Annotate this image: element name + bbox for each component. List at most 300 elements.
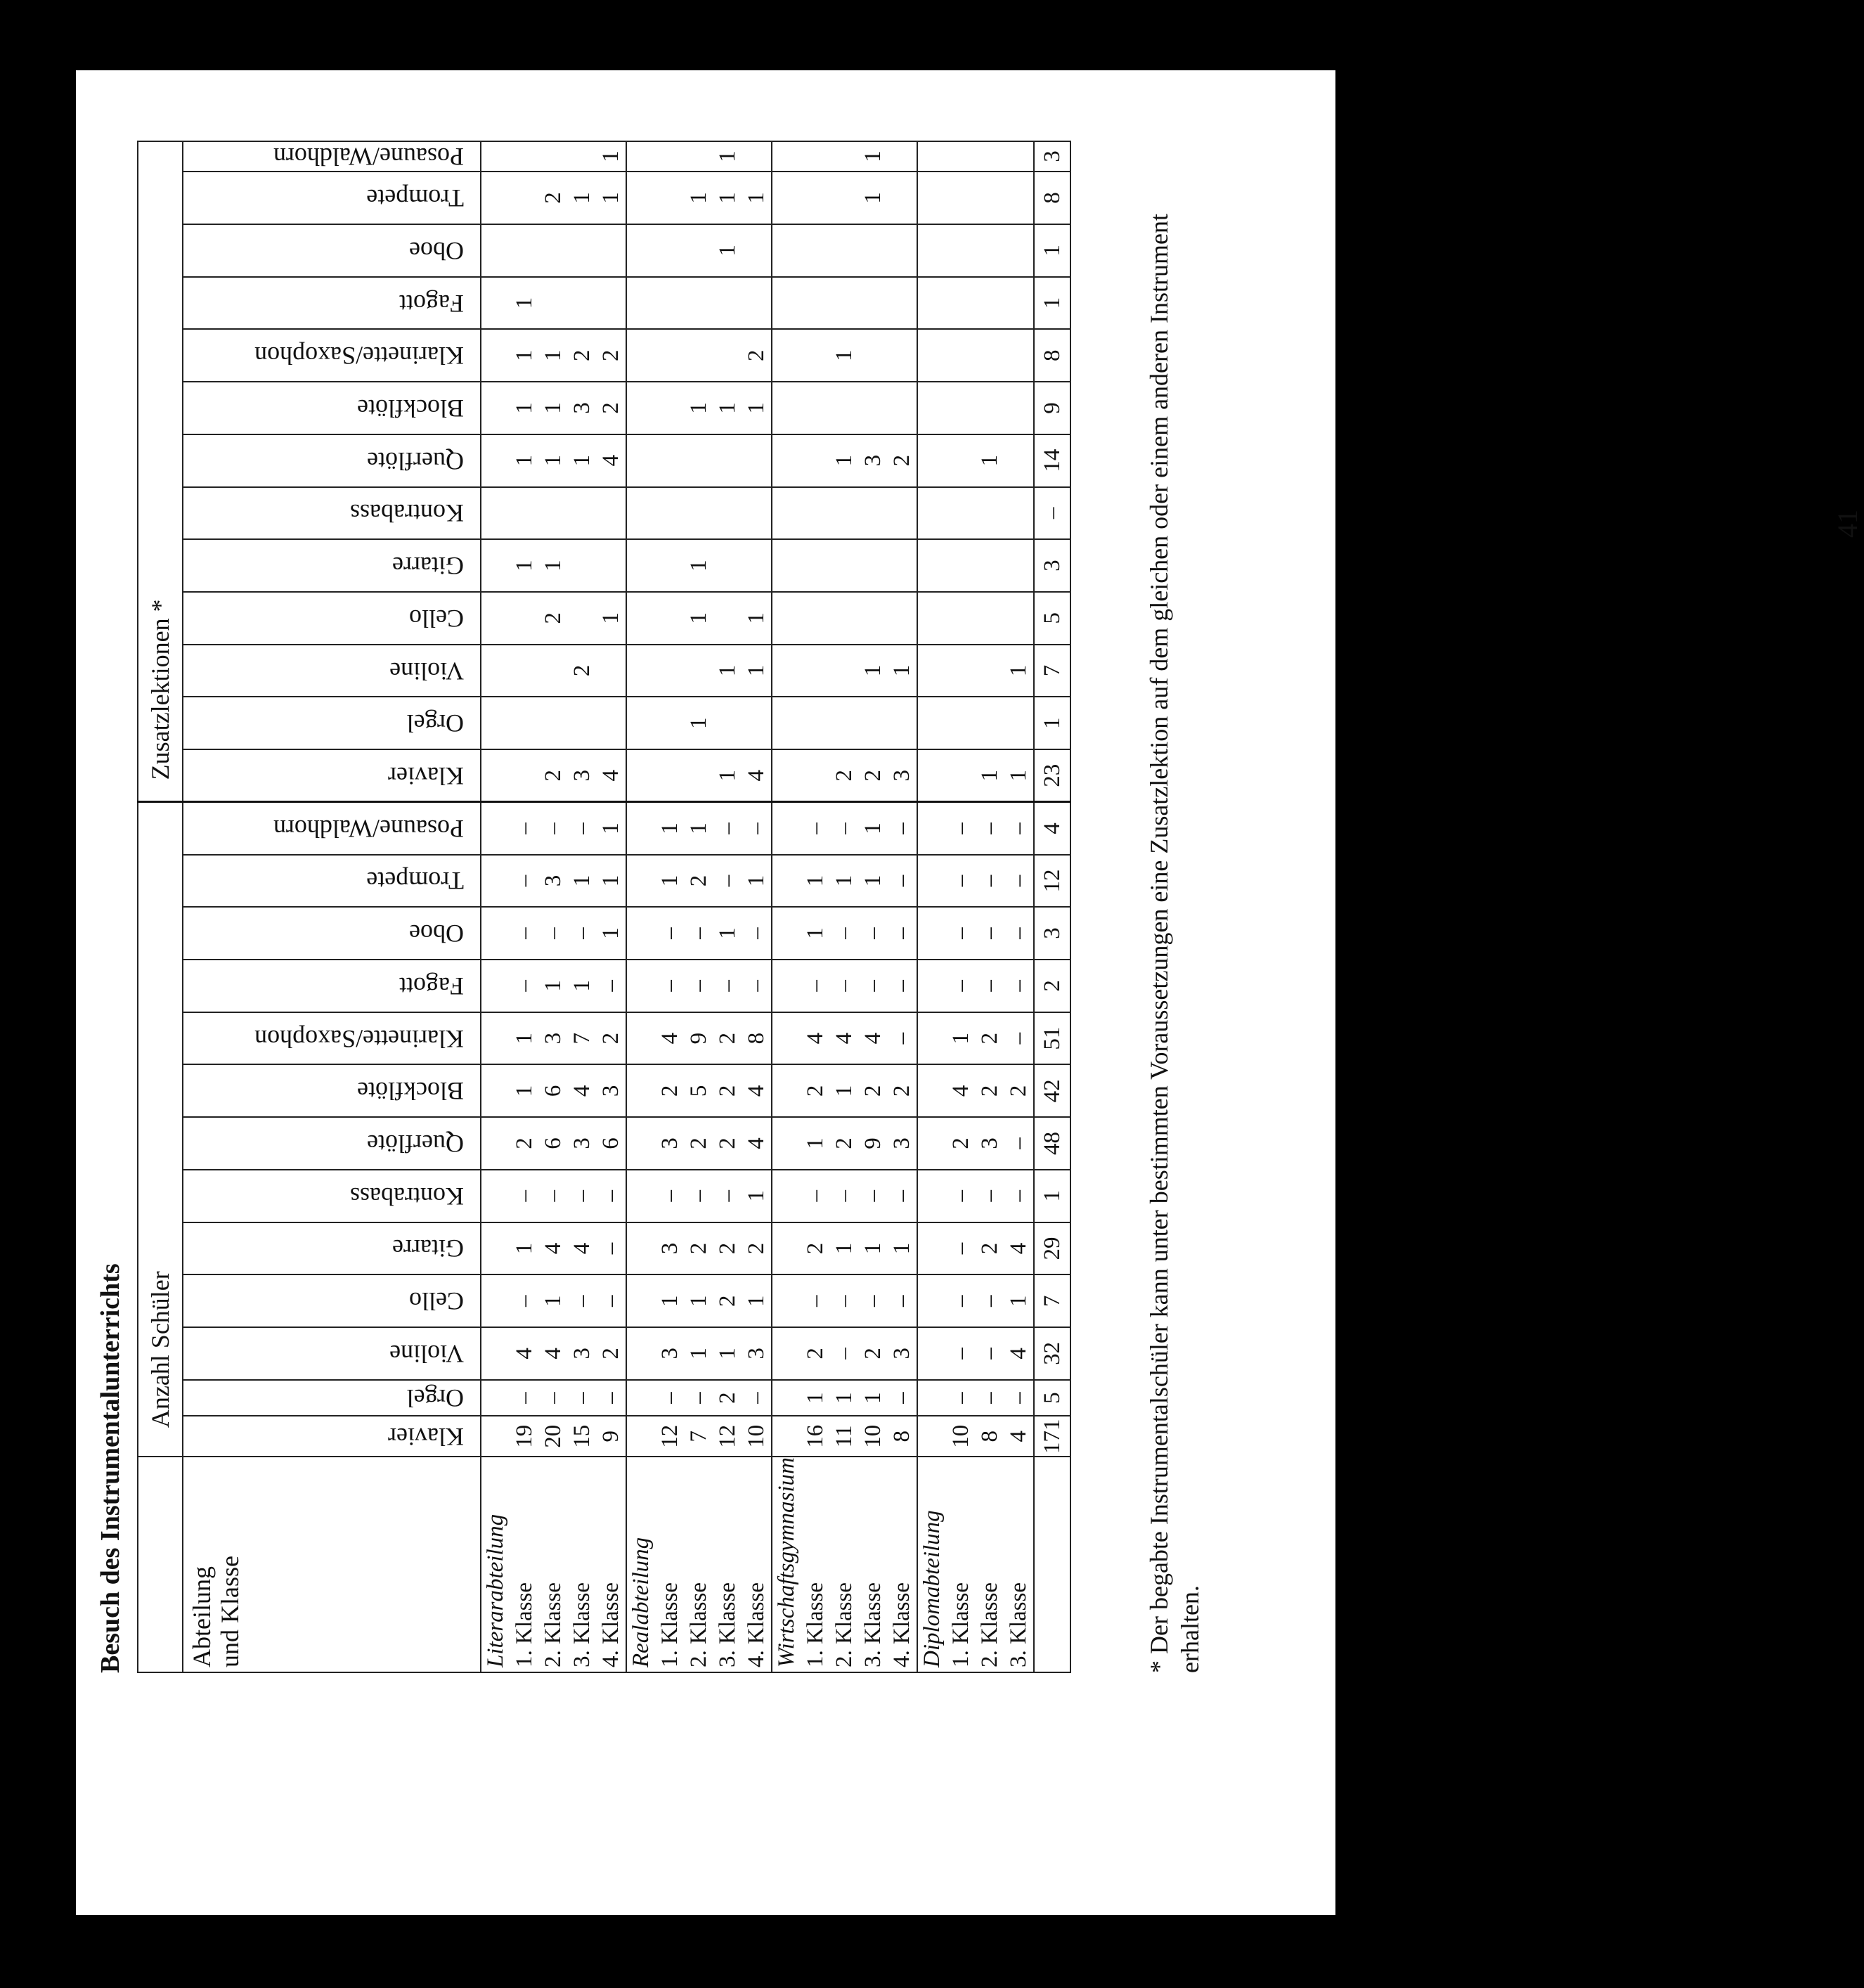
student-count-cell: – bbox=[656, 1170, 685, 1222]
empty-cell bbox=[626, 802, 656, 855]
class-label: 2. Klasse bbox=[685, 1457, 713, 1672]
student-count-cell: – bbox=[597, 1274, 626, 1327]
student-count-cell: – bbox=[1004, 907, 1034, 960]
extra-lesson-cell: 1 bbox=[713, 224, 742, 277]
extra-lesson-cell: 1 bbox=[713, 382, 742, 434]
extra-lesson-cell bbox=[510, 487, 539, 540]
extra-lesson-cell bbox=[947, 592, 976, 645]
empty-cell bbox=[772, 539, 801, 592]
student-count-cell: – bbox=[713, 855, 742, 908]
rotated-page-content bbox=[95, 141, 1863, 1673]
student-count-cell: – bbox=[713, 1170, 742, 1222]
extra-lesson-cell bbox=[830, 645, 859, 697]
instrument-header: Klarinette/Saxophon bbox=[183, 329, 481, 382]
extra-lesson-cell: 4 bbox=[597, 749, 626, 802]
extra-lesson-cell bbox=[685, 224, 713, 277]
empty-cell bbox=[481, 855, 510, 908]
empty-cell bbox=[626, 907, 656, 960]
department-name: Realabteilung bbox=[626, 1457, 656, 1672]
student-count-cell: 2 bbox=[742, 1222, 772, 1275]
student-count-cell: – bbox=[801, 1170, 830, 1222]
extra-lesson-cell bbox=[830, 172, 859, 224]
empty-cell bbox=[772, 172, 801, 224]
extra-lesson-cell bbox=[859, 539, 888, 592]
extra-lesson-cell bbox=[888, 141, 917, 172]
extra-lesson-cell bbox=[685, 645, 713, 697]
extra-lesson-cell bbox=[1004, 382, 1034, 434]
class-label: 1. Klasse bbox=[510, 1457, 539, 1672]
empty-cell bbox=[481, 697, 510, 749]
instrument-header: Klarinette/Saxophon bbox=[183, 1012, 481, 1065]
extra-lesson-cell bbox=[656, 224, 685, 277]
empty-cell bbox=[772, 697, 801, 749]
department-row bbox=[917, 141, 947, 1672]
department-row bbox=[626, 141, 656, 1672]
extra-lesson-cell bbox=[568, 539, 597, 592]
student-count-cell: 4 bbox=[1004, 1327, 1034, 1380]
student-count-cell: – bbox=[976, 1327, 1004, 1380]
extra-lesson-cell bbox=[568, 697, 597, 749]
empty-cell bbox=[772, 1117, 801, 1170]
empty-cell bbox=[772, 434, 801, 487]
total-student-cell: 3 bbox=[1034, 907, 1070, 960]
extra-lesson-cell: 2 bbox=[859, 749, 888, 802]
instrument-header: Fagott bbox=[183, 277, 481, 330]
student-count-cell: 1 bbox=[830, 1380, 859, 1416]
extra-lesson-cell: 3 bbox=[568, 382, 597, 434]
extra-lesson-cell bbox=[976, 539, 1004, 592]
empty-cell bbox=[917, 382, 947, 434]
extra-lesson-cell bbox=[801, 277, 830, 330]
empty-cell bbox=[917, 487, 947, 540]
extra-lesson-cell bbox=[539, 141, 568, 172]
empty-cell bbox=[917, 141, 947, 172]
student-count-cell: – bbox=[888, 855, 917, 908]
extra-lesson-cell bbox=[510, 224, 539, 277]
extra-lesson-cell bbox=[742, 277, 772, 330]
empty-cell bbox=[772, 855, 801, 908]
extra-lesson-cell: 3 bbox=[568, 749, 597, 802]
extra-lesson-cell: 1 bbox=[742, 172, 772, 224]
empty-cell bbox=[772, 592, 801, 645]
empty-cell bbox=[917, 1170, 947, 1222]
table-row bbox=[685, 141, 713, 1672]
extra-lesson-cell bbox=[510, 172, 539, 224]
student-count-cell: – bbox=[1004, 802, 1034, 855]
extra-lesson-cell bbox=[510, 645, 539, 697]
student-count-cell: 4 bbox=[539, 1327, 568, 1380]
instrument-header: Cello bbox=[183, 1274, 481, 1327]
student-count-cell: – bbox=[976, 907, 1004, 960]
student-count-cell: – bbox=[801, 1274, 830, 1327]
student-count-cell: 2 bbox=[713, 1274, 742, 1327]
student-count-cell: 1 bbox=[859, 1380, 888, 1416]
student-count-cell: 1 bbox=[713, 1327, 742, 1380]
extra-lesson-cell bbox=[888, 697, 917, 749]
extra-lesson-cell bbox=[947, 434, 976, 487]
empty-cell bbox=[772, 329, 801, 382]
total-extra-cell: 1 bbox=[1034, 697, 1070, 749]
instrument-header: Cello bbox=[183, 592, 481, 645]
class-label: 3. Klasse bbox=[713, 1457, 742, 1672]
student-count-cell: – bbox=[830, 907, 859, 960]
student-count-cell: – bbox=[976, 1170, 1004, 1222]
empty-cell bbox=[917, 1117, 947, 1170]
extra-lesson-cell bbox=[801, 434, 830, 487]
extra-lesson-cell bbox=[742, 224, 772, 277]
extra-lesson-cell bbox=[801, 697, 830, 749]
total-extra-cell: 8 bbox=[1034, 172, 1070, 224]
student-count-cell: – bbox=[568, 1380, 597, 1416]
instrument-header: Querflöte bbox=[183, 434, 481, 487]
extra-lesson-cell: 1 bbox=[510, 434, 539, 487]
student-count-cell: 1 bbox=[742, 855, 772, 908]
extra-lesson-cell bbox=[597, 277, 626, 330]
extra-lesson-cell bbox=[685, 434, 713, 487]
extra-lesson-cell: 1 bbox=[539, 329, 568, 382]
instrument-header: Querflöte bbox=[183, 1117, 481, 1170]
extra-lesson-cell: 4 bbox=[597, 434, 626, 487]
total-student-cell: 1 bbox=[1034, 1170, 1070, 1222]
extra-lesson-cell bbox=[888, 382, 917, 434]
footnote: * Der begabte Instrumentalschüler kann unter bestimmten Voraussetzungen eine Zusatzlektion auf dem gleichen oder einem anderen Instrument erhalten. bbox=[1145, 214, 1204, 1673]
extra-lesson-cell bbox=[685, 487, 713, 540]
student-count-cell: – bbox=[947, 1380, 976, 1416]
extra-lesson-cell: 1 bbox=[597, 172, 626, 224]
extra-lesson-cell bbox=[656, 645, 685, 697]
instrument-header: Orgel bbox=[183, 697, 481, 749]
empty-cell bbox=[772, 1012, 801, 1065]
extra-lesson-cell bbox=[888, 172, 917, 224]
extra-lesson-cell bbox=[656, 592, 685, 645]
empty-cell bbox=[917, 855, 947, 908]
table-row bbox=[713, 141, 742, 1672]
empty-cell bbox=[917, 907, 947, 960]
student-count-cell: 4 bbox=[568, 1222, 597, 1275]
extra-lesson-cell: 1 bbox=[685, 382, 713, 434]
student-count-cell: 7 bbox=[685, 1416, 713, 1457]
student-count-cell: 10 bbox=[947, 1416, 976, 1457]
instrument-header: Fagott bbox=[183, 960, 481, 1012]
empty-cell bbox=[772, 907, 801, 960]
extra-lesson-cell bbox=[976, 697, 1004, 749]
student-count-cell: – bbox=[510, 1274, 539, 1327]
extra-lesson-cell bbox=[510, 749, 539, 802]
student-count-cell: 10 bbox=[742, 1416, 772, 1457]
empty-cell bbox=[626, 1012, 656, 1065]
total-extra-cell: 9 bbox=[1034, 382, 1070, 434]
student-count-cell: – bbox=[597, 1380, 626, 1416]
empty-cell bbox=[481, 141, 510, 172]
instrument-header: Blockflöte bbox=[183, 382, 481, 434]
extra-lesson-cell: 1 bbox=[742, 645, 772, 697]
empty-cell bbox=[917, 1380, 947, 1416]
extra-lesson-cell bbox=[1004, 329, 1034, 382]
extra-lesson-cell bbox=[656, 697, 685, 749]
extra-lesson-cell bbox=[539, 487, 568, 540]
empty-cell bbox=[481, 1064, 510, 1117]
extra-lesson-cell: 2 bbox=[568, 645, 597, 697]
empty-cell bbox=[626, 224, 656, 277]
student-count-cell: 3 bbox=[568, 1117, 597, 1170]
extra-lesson-cell bbox=[830, 382, 859, 434]
empty-cell bbox=[481, 1222, 510, 1275]
empty-cell bbox=[481, 172, 510, 224]
department-row bbox=[772, 141, 801, 1672]
empty-cell bbox=[772, 960, 801, 1012]
extra-lesson-cell bbox=[1004, 592, 1034, 645]
student-count-cell: – bbox=[685, 1170, 713, 1222]
extra-lesson-cell bbox=[713, 592, 742, 645]
extra-lesson-cell bbox=[947, 277, 976, 330]
empty-cell bbox=[481, 802, 510, 855]
extra-lesson-cell bbox=[656, 434, 685, 487]
extra-lesson-cell bbox=[742, 141, 772, 172]
extra-lesson-cell: 3 bbox=[859, 434, 888, 487]
extra-lesson-cell: 1 bbox=[685, 539, 713, 592]
student-count-cell: 5 bbox=[685, 1064, 713, 1117]
empty-cell bbox=[626, 277, 656, 330]
extra-lesson-cell bbox=[947, 141, 976, 172]
table-row bbox=[539, 141, 568, 1672]
student-count-cell: 12 bbox=[713, 1416, 742, 1457]
extra-lesson-cell: 3 bbox=[888, 749, 917, 802]
student-count-cell: 1 bbox=[859, 1222, 888, 1275]
extra-lesson-cell: 1 bbox=[859, 645, 888, 697]
empty-cell bbox=[481, 382, 510, 434]
student-count-cell: 1 bbox=[568, 960, 597, 1012]
total-extra-cell: 3 bbox=[1034, 539, 1070, 592]
student-count-cell: – bbox=[859, 960, 888, 1012]
empty-cell bbox=[772, 1380, 801, 1416]
student-count-cell: 2 bbox=[685, 1222, 713, 1275]
extra-lesson-cell bbox=[801, 487, 830, 540]
student-count-cell: 4 bbox=[539, 1222, 568, 1275]
totals-label-cell bbox=[1034, 1457, 1070, 1672]
empty-cell bbox=[917, 697, 947, 749]
student-count-cell: – bbox=[568, 1170, 597, 1222]
extra-lesson-cell bbox=[947, 697, 976, 749]
empty-cell bbox=[772, 1064, 801, 1117]
extra-lesson-cell: 1 bbox=[830, 434, 859, 487]
student-count-cell: 1 bbox=[568, 855, 597, 908]
student-count-cell: – bbox=[510, 960, 539, 1012]
class-label: 4. Klasse bbox=[742, 1457, 772, 1672]
extra-lesson-cell bbox=[597, 697, 626, 749]
student-count-cell: 2 bbox=[510, 1117, 539, 1170]
total-extra-cell: 1 bbox=[1034, 277, 1070, 330]
student-count-cell: 3 bbox=[597, 1064, 626, 1117]
student-count-cell: 2 bbox=[597, 1012, 626, 1065]
empty-cell bbox=[917, 1222, 947, 1275]
empty-cell bbox=[772, 382, 801, 434]
extra-lesson-cell bbox=[1004, 224, 1034, 277]
student-count-cell: 4 bbox=[1004, 1222, 1034, 1275]
extra-lesson-cell bbox=[888, 487, 917, 540]
empty-cell bbox=[626, 1416, 656, 1457]
student-count-cell: 15 bbox=[568, 1416, 597, 1457]
student-count-cell: 1 bbox=[801, 855, 830, 908]
empty-cell bbox=[772, 749, 801, 802]
extra-lesson-cell bbox=[597, 539, 626, 592]
instrument-header: Posaune/Waldhorn bbox=[183, 141, 481, 172]
student-count-cell: – bbox=[510, 1170, 539, 1222]
table-row bbox=[976, 141, 1004, 1672]
table-row bbox=[859, 141, 888, 1672]
student-count-cell: 1 bbox=[742, 1274, 772, 1327]
student-count-cell: 1 bbox=[801, 1117, 830, 1170]
extra-lesson-cell bbox=[947, 172, 976, 224]
extra-lesson-cell: 1 bbox=[510, 382, 539, 434]
totals-row bbox=[1034, 141, 1070, 1672]
student-count-cell: 9 bbox=[597, 1416, 626, 1457]
student-count-cell: 1 bbox=[597, 802, 626, 855]
table-row bbox=[947, 141, 976, 1672]
instrument-header: Posaune/Waldhorn bbox=[183, 802, 481, 855]
instrument-header: Trompete bbox=[183, 855, 481, 908]
instrument-header: Oboe bbox=[183, 907, 481, 960]
class-label: 4. Klasse bbox=[597, 1457, 626, 1672]
empty-cell bbox=[481, 277, 510, 330]
class-label: 2. Klasse bbox=[976, 1457, 1004, 1672]
empty-cell bbox=[626, 487, 656, 540]
student-count-cell: – bbox=[1004, 1012, 1034, 1065]
empty-cell bbox=[481, 907, 510, 960]
class-label: 1. Klasse bbox=[947, 1457, 976, 1672]
student-count-cell: – bbox=[685, 960, 713, 1012]
student-count-cell: 1 bbox=[685, 802, 713, 855]
student-count-cell: – bbox=[976, 855, 1004, 908]
extra-lesson-cell bbox=[859, 224, 888, 277]
student-count-cell: 3 bbox=[656, 1327, 685, 1380]
class-label: 2. Klasse bbox=[830, 1457, 859, 1672]
student-count-cell: – bbox=[830, 1327, 859, 1380]
extra-lesson-cell bbox=[539, 277, 568, 330]
empty-cell bbox=[481, 1327, 510, 1380]
extra-lesson-cell bbox=[947, 329, 976, 382]
student-count-cell: – bbox=[510, 907, 539, 960]
instrument-header: Orgel bbox=[183, 1380, 481, 1416]
class-label: 3. Klasse bbox=[859, 1457, 888, 1672]
student-count-cell: – bbox=[713, 802, 742, 855]
empty-cell bbox=[626, 855, 656, 908]
empty-cell bbox=[772, 224, 801, 277]
student-count-cell: 1 bbox=[685, 1274, 713, 1327]
student-count-cell: 2 bbox=[801, 1064, 830, 1117]
student-count-cell: – bbox=[539, 1380, 568, 1416]
student-count-cell: – bbox=[976, 1274, 1004, 1327]
empty-cell bbox=[481, 487, 510, 540]
extra-lesson-cell bbox=[685, 277, 713, 330]
empty-cell bbox=[626, 434, 656, 487]
extra-lesson-cell bbox=[656, 277, 685, 330]
extra-lesson-cell bbox=[830, 141, 859, 172]
student-count-cell: – bbox=[947, 1274, 976, 1327]
extra-lesson-cell bbox=[1004, 172, 1034, 224]
extra-lesson-cell bbox=[859, 697, 888, 749]
student-count-cell: 1 bbox=[947, 1012, 976, 1065]
student-count-cell: 4 bbox=[830, 1012, 859, 1065]
student-count-cell: 20 bbox=[539, 1416, 568, 1457]
department-name: Wirtschaftsgymnasium bbox=[772, 1457, 801, 1672]
student-count-cell: 2 bbox=[976, 1012, 1004, 1065]
instrument-header: Klavier bbox=[183, 749, 481, 802]
empty-cell bbox=[626, 1327, 656, 1380]
student-count-cell: 1 bbox=[539, 1274, 568, 1327]
empty-cell bbox=[626, 1170, 656, 1222]
student-count-cell: 1 bbox=[685, 1327, 713, 1380]
extra-lesson-cell bbox=[830, 224, 859, 277]
student-count-cell: 8 bbox=[742, 1012, 772, 1065]
student-count-cell: – bbox=[1004, 1117, 1034, 1170]
student-count-cell: 2 bbox=[656, 1064, 685, 1117]
extra-lesson-cell bbox=[888, 539, 917, 592]
extra-lesson-cell bbox=[830, 487, 859, 540]
extra-lesson-cell: 1 bbox=[539, 539, 568, 592]
total-extra-cell: 5 bbox=[1034, 592, 1070, 645]
student-count-cell: – bbox=[888, 1380, 917, 1416]
empty-cell bbox=[772, 802, 801, 855]
instrument-header: Kontrabass bbox=[183, 487, 481, 540]
extra-lesson-cell: 1 bbox=[713, 749, 742, 802]
extra-lesson-cell bbox=[1004, 697, 1034, 749]
student-count-cell: 2 bbox=[597, 1327, 626, 1380]
student-count-cell: – bbox=[859, 1170, 888, 1222]
extra-lesson-cell bbox=[568, 224, 597, 277]
extra-lesson-cell bbox=[568, 277, 597, 330]
empty-cell bbox=[917, 1064, 947, 1117]
extra-lesson-cell bbox=[801, 382, 830, 434]
extra-lesson-cell bbox=[976, 645, 1004, 697]
student-count-cell: – bbox=[597, 960, 626, 1012]
empty-cell bbox=[772, 487, 801, 540]
student-count-cell: 2 bbox=[1004, 1064, 1034, 1117]
extra-lesson-cell bbox=[656, 749, 685, 802]
total-extra-cell: 1 bbox=[1034, 224, 1070, 277]
student-count-cell: 1 bbox=[830, 855, 859, 908]
student-count-cell: – bbox=[1004, 1170, 1034, 1222]
extra-lesson-cell bbox=[597, 645, 626, 697]
empty-cell bbox=[481, 329, 510, 382]
empty-cell bbox=[772, 1327, 801, 1380]
student-count-cell: – bbox=[568, 907, 597, 960]
empty-cell bbox=[626, 1274, 656, 1327]
extra-lesson-cell bbox=[1004, 539, 1034, 592]
extra-lesson-cell bbox=[713, 434, 742, 487]
student-count-cell: 1 bbox=[830, 1222, 859, 1275]
extra-lesson-cell: 1 bbox=[685, 172, 713, 224]
student-count-cell: 2 bbox=[976, 1064, 1004, 1117]
extra-lesson-cell bbox=[859, 592, 888, 645]
empty-cell bbox=[481, 1117, 510, 1170]
table-row bbox=[1004, 141, 1034, 1672]
class-label: 1. Klasse bbox=[656, 1457, 685, 1672]
student-count-cell: 1 bbox=[830, 1064, 859, 1117]
extra-lesson-cell bbox=[713, 697, 742, 749]
extra-lesson-cell: 1 bbox=[742, 592, 772, 645]
student-count-cell: 8 bbox=[888, 1416, 917, 1457]
extra-lesson-cell bbox=[568, 592, 597, 645]
table-row bbox=[656, 141, 685, 1672]
extra-lesson-cell bbox=[510, 697, 539, 749]
extra-lesson-cell bbox=[830, 539, 859, 592]
student-count-cell: – bbox=[1004, 855, 1034, 908]
empty-cell bbox=[481, 1380, 510, 1416]
extra-lesson-cell bbox=[1004, 434, 1034, 487]
extra-lesson-cell: 1 bbox=[568, 172, 597, 224]
student-count-cell: 2 bbox=[713, 1117, 742, 1170]
extra-lesson-cell bbox=[976, 277, 1004, 330]
